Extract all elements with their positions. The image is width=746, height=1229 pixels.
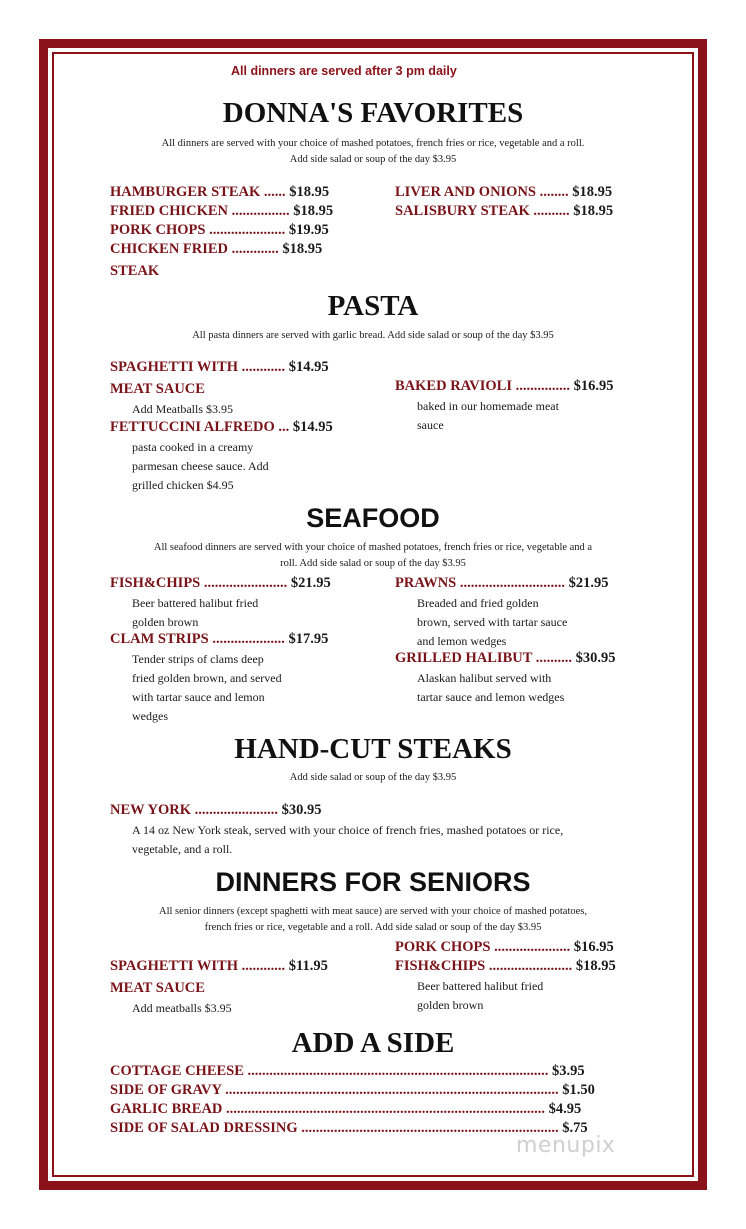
item-price: $21.95 [568,575,609,591]
favorites-note-1: All dinners are served with your choice of mashed potatoes, french fries or rice, vegetable and a roll. [161,138,585,149]
item-name: PRAWNS ............................. [395,575,569,591]
item-name: SPAGHETTI WITH ............ [110,359,289,375]
fettuccini-desc-1: pasta cooked in a creamy [132,440,254,454]
item-price: $16.95 [573,939,614,955]
senior-fish-desc-2: golden brown [417,998,484,1012]
item-name: PORK CHOPS ..................... [395,939,574,955]
item-name: PORK CHOPS ..................... [110,222,289,238]
clam-desc-3: with tartar sauce and lemon [132,690,265,704]
hours-notice: All dinners are served after 3 pm daily [231,64,457,78]
menu-item-prawns [395,575,608,592]
steaks-note: Add side salad or soup of the day $3.95 [289,772,457,783]
menu-item-fish-chips [110,575,331,592]
item-name: GARLIC BREAD ........................................................................................ [110,1101,549,1117]
ravioli-desc-1: baked in our homemade meat [417,399,559,413]
fettuccini-desc-2: parmesan cheese sauce. Add [132,459,269,473]
menu-item-hamburger-steak [110,184,329,201]
fettuccini-desc-3: grilled chicken $4.95 [132,478,234,492]
menupix-watermark: menupix [516,1133,616,1158]
item-price: $21.95 [290,575,331,591]
item-price: $14.95 [288,359,329,375]
menu-item-liver-onions [395,184,612,201]
item-price: $16.95 [573,378,614,394]
menu-item-pork-chops [110,222,329,239]
item-name: SIDE OF GRAVY ............................................................................................ [110,1082,563,1098]
menu-item-side-gravy [110,1082,595,1099]
item-price: $18.95 [293,203,334,219]
item-price: $18.95 [575,958,616,974]
menu-item-salisbury-steak [395,203,613,220]
item-price: $18.95 [573,203,614,219]
clam-desc-1: Tender strips of clams deep [132,652,264,666]
item-name: FETTUCCINI ALFREDO ... [110,419,293,435]
item-name: FRIED CHICKEN ................ [110,203,294,219]
menu-item-senior-meat-sauce: MEAT SAUCE [110,980,205,996]
item-price: $18.95 [289,184,330,200]
item-price: $30.95 [281,802,322,818]
item-price: $14.95 [292,419,333,435]
ravioli-desc-2: sauce [417,418,444,432]
menu-item-cottage-cheese [110,1063,585,1080]
item-name: SIDE OF SALAD DRESSING ....................................................................... [110,1120,563,1136]
item-price: $17.95 [288,631,329,647]
item-name: GRILLED HALIBUT .......... [395,650,576,666]
prawns-desc-2: brown, served with tartar sauce [417,615,568,629]
menu-item-senior-pork-chops [395,939,614,956]
item-price: $30.95 [575,650,616,666]
item-price: $3.95 [552,1063,585,1079]
seafood-note-2: roll. Add side salad or soup of the day $3.95 [280,558,466,569]
item-price: $.75 [562,1120,588,1136]
fish-desc-2: golden brown [132,615,199,629]
item-price: $4.95 [548,1101,582,1117]
prawns-desc-1: Breaded and fried golden [417,596,539,610]
item-name: NEW YORK ....................... [110,802,282,818]
seniors-note-1: All senior dinners (except spaghetti with meat sauce) are served with your choice of mashed potatoes, [158,906,588,917]
menu-item-baked-ravioli [395,378,613,395]
seniors-note-2: french fries or rice, vegetable and a roll. Add side salad or soup of the day $3.95 [204,922,542,933]
item-name: SPAGHETTI WITH ............ [110,958,289,974]
menu-item-clam-strips [110,631,328,648]
item-name: FISH&CHIPS ....................... [110,575,291,591]
item-name: BAKED RAVIOLI ............... [395,378,574,394]
clam-desc-2: fried golden brown, and served [132,671,282,685]
menu-item-senior-spaghetti [110,958,328,975]
menu-item-fried-chicken [110,203,333,220]
item-name: LIVER AND ONIONS ........ [395,184,573,200]
pasta-heading: PASTA [327,290,419,322]
item-name: SALISBURY STEAK .......... [395,203,574,219]
item-name: FISH&CHIPS ....................... [395,958,576,974]
item-name: CLAM STRIPS .................... [110,631,289,647]
clam-desc-4: wedges [132,709,168,723]
menu-item-grilled-halibut [395,650,616,667]
favorites-heading: DONNA'S FAVORITES [222,97,524,129]
menu-item-senior-fish-chips [395,958,616,975]
pasta-note: All pasta dinners are served with garlic bread. Add side salad or soup of the day $3.95 [192,330,554,341]
halibut-desc-2: tartar sauce and lemon wedges [417,690,565,704]
fish-desc-1: Beer battered halibut fried [132,596,259,610]
item-price: $18.95 [572,184,613,200]
favorites-note-2: Add side salad or soup of the day $3.95 [289,154,457,165]
prawns-desc-3: and lemon wedges [417,634,507,648]
item-price: $11.95 [288,958,328,974]
menu-item-meat-sauce: MEAT SAUCE [110,381,205,397]
item-name: CHICKEN FRIED ............. [110,241,283,257]
senior-spaghetti-addon: Add meatballs $3.95 [132,1001,232,1015]
menu-item-garlic-bread [110,1101,581,1118]
item-price: $18.95 [282,241,323,257]
seniors-heading: DINNERS FOR SENIORS [215,867,531,897]
menu-item-fettuccini [110,419,333,436]
item-price: $19.95 [288,222,329,238]
senior-fish-desc-1: Beer battered halibut fried [417,979,544,993]
spaghetti-addon: Add Meatballs $3.95 [132,402,233,416]
steaks-heading: HAND-CUT STEAKS [234,733,512,765]
menu-item-chicken-fried-steak [110,241,322,258]
item-name: HAMBURGER STEAK ...... [110,184,290,200]
seafood-note-1: All seafood dinners are served with your choice of mashed potatoes, french fries or rice, vegetable and a [153,542,593,553]
seafood-heading: SEAFOOD [306,503,440,533]
new-york-desc-2: vegetable, and a roll. [132,842,233,856]
sides-heading: ADD A SIDE [291,1027,455,1059]
menu-item-new-york [110,802,321,819]
item-price: $1.50 [562,1082,595,1098]
item-name: COTTAGE CHEESE ................................................................................... [110,1063,553,1079]
menu-item-spaghetti [110,359,329,376]
menu-item-steak-line: STEAK [110,263,160,279]
new-york-desc-1: A 14 oz New York steak, served with your choice of french fries, mashed potatoes or rice, [132,823,564,837]
halibut-desc-1: Alaskan halibut served with [417,671,552,685]
